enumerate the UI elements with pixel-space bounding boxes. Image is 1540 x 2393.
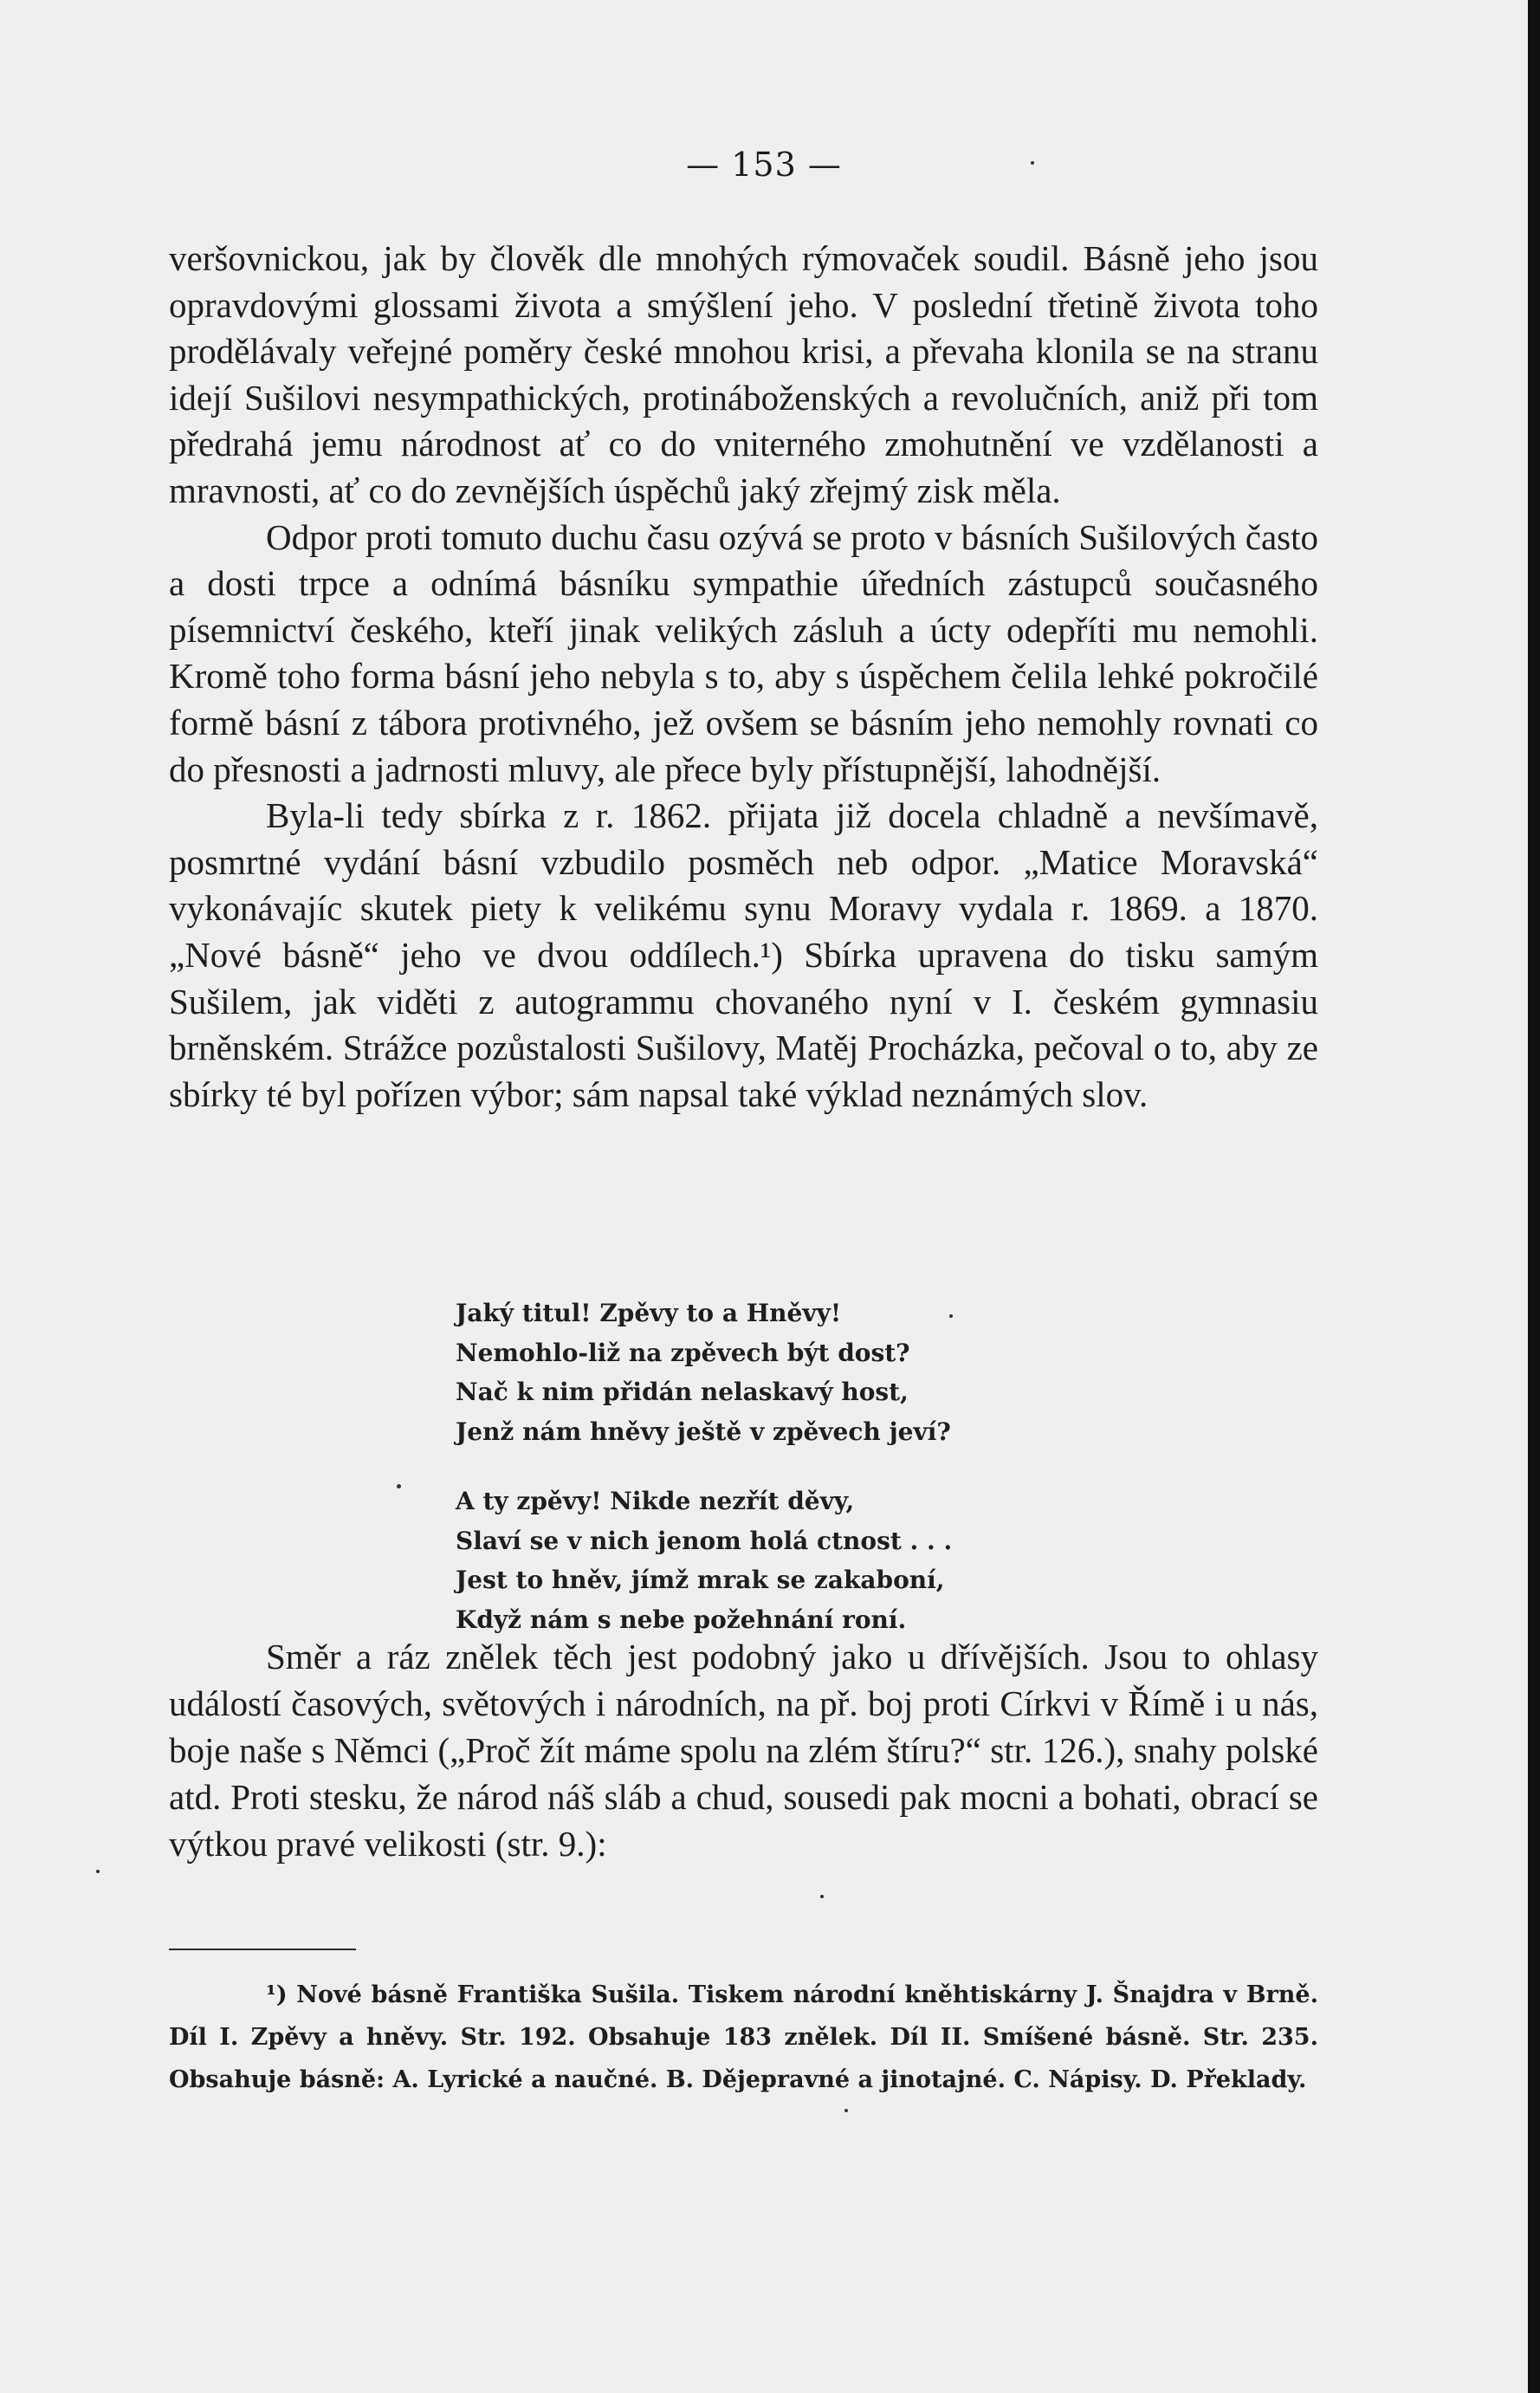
poem-quote — [456, 1294, 952, 1639]
scan-speck — [397, 1484, 401, 1488]
poem-line: Slaví se v nich jenom holá ctnost . . . — [456, 1526, 953, 1555]
poem-line: Nemohlo-liž na zpěvech být dost? — [456, 1338, 910, 1367]
footnote-divider — [169, 1949, 356, 1950]
poem-line: Když nám s nebe požehnání roní. — [456, 1605, 907, 1634]
poem-line: Jenž nám hněvy ještě v zpěvech jeví? — [456, 1417, 951, 1446]
poem-line: Nač k nim přidán nelaskavý host, — [456, 1378, 909, 1406]
scan-speck — [949, 1314, 953, 1318]
scan-speck — [96, 1870, 100, 1873]
paragraph-continuation: veršovnickou, jak by člověk dle mnohých rýmovaček soudil. Básně jeho jsou opravdovými glossami života a smýšlení jeho. V poslední třetině života toho prodělávaly veřejné poměry české mnohou krisi, a převaha klonila se na stranu idejí Sušilovi nesympathických, protináboženských a revolučních, aniž při tom předrahá jemu národnost ať co do vniterného zmohutnění ve vzdělanosti a mravnosti, ať co do zevnějších úspěchů jaký zřejmý zisk měla. — [169, 238, 1318, 510]
scan-speck — [1031, 161, 1034, 165]
paragraph-smer: Směr a ráz znělek těch jest podobný jako u dřívějších. Jsou to ohlasy událostí časových, světových i národních, na př. boj proti Církvi v Římě i u nás, boje naše s Němci („Proč žít máme spolu na zlém štíru?“ str. 126.), snahy polské atd. Proti stesku, že národ náš sláb a chud, sousedi pak mocni a bohati, obrací se výtkou pravé velikosti (str. 9.): — [169, 1637, 1318, 1864]
main-text-upper — [169, 236, 1318, 1118]
poem-line: A ty zpěvy! Nikde nezřít děvy, — [456, 1487, 855, 1515]
poem-line: Jaký titul! Zpěvy to a Hněvy! — [456, 1299, 842, 1327]
page-number: — 153 — — [686, 146, 842, 184]
poem-line: Jest to hněv, jímž mrak se zakaboní, — [456, 1566, 945, 1594]
paragraph-odpor: Odpor proti tomuto duchu času ozývá se proto v básních Sušilových často a dosti trpce a odnímá básníku sympathie úředních zástupců současného písemnictví českého, kteří jinak velikých zásluh a úcty odepříti mu nemohli. Kromě toho forma básní jeho nebyla s to, aby s úspěchem čelila lehké pokročilé formě básní z tábora protivného, jež ovšem se básním jeho nemohly rovnati co do přesnosti a jadrnosti mluvy, ale přece byly přístupnější, lahodnější. — [169, 516, 1318, 789]
footnote — [169, 1974, 1318, 2101]
poem-stanza-1 — [456, 1294, 952, 1451]
paragraph-byla-li: Byla-li tedy sbírka z r. 1862. přijata již docela chladně a nevšímavě, posmrtné vydání básní vzbudilo posměch neb odpor. „Matice Moravská“ vykonávajíc skutek piety k velikému synu Moravy vydala r. 1869. a 1870. „Nové básně“ jeho ve dvou oddílech.¹) Sbírka upravena do tisku samým Sušilem, jak viděti z autogrammu chovaného nyní v I. českém gymnasiu brněnském. Strážce pozůstalosti Sušilovy, Matěj Procházka, pečoval o to, aby ze sbírky té byl pořízen výbor; sám napsal také výklad neznámých slov. — [169, 795, 1318, 1114]
footnote-text: ¹) Nové básně Františka Sušila. Tiskem národní kněhtiskárny J. Šnajdra v Brně. Díl I. Zpěvy a hněvy. Str. 192. Obsahuje 183 znělek. Díl II. Smíšené básně. Str. 235. Obsahuje básně: A. Lyrické a naučné. B. Dějepravné a jinotajné. C. Nápisy. D. Překlady. — [169, 1981, 1318, 2093]
scan-speck — [820, 1895, 824, 1898]
poem-stanza-2 — [456, 1482, 952, 1639]
main-text-lower — [169, 1633, 1318, 1867]
scan-edge — [1528, 0, 1540, 2393]
scan-speck — [844, 2109, 848, 2112]
